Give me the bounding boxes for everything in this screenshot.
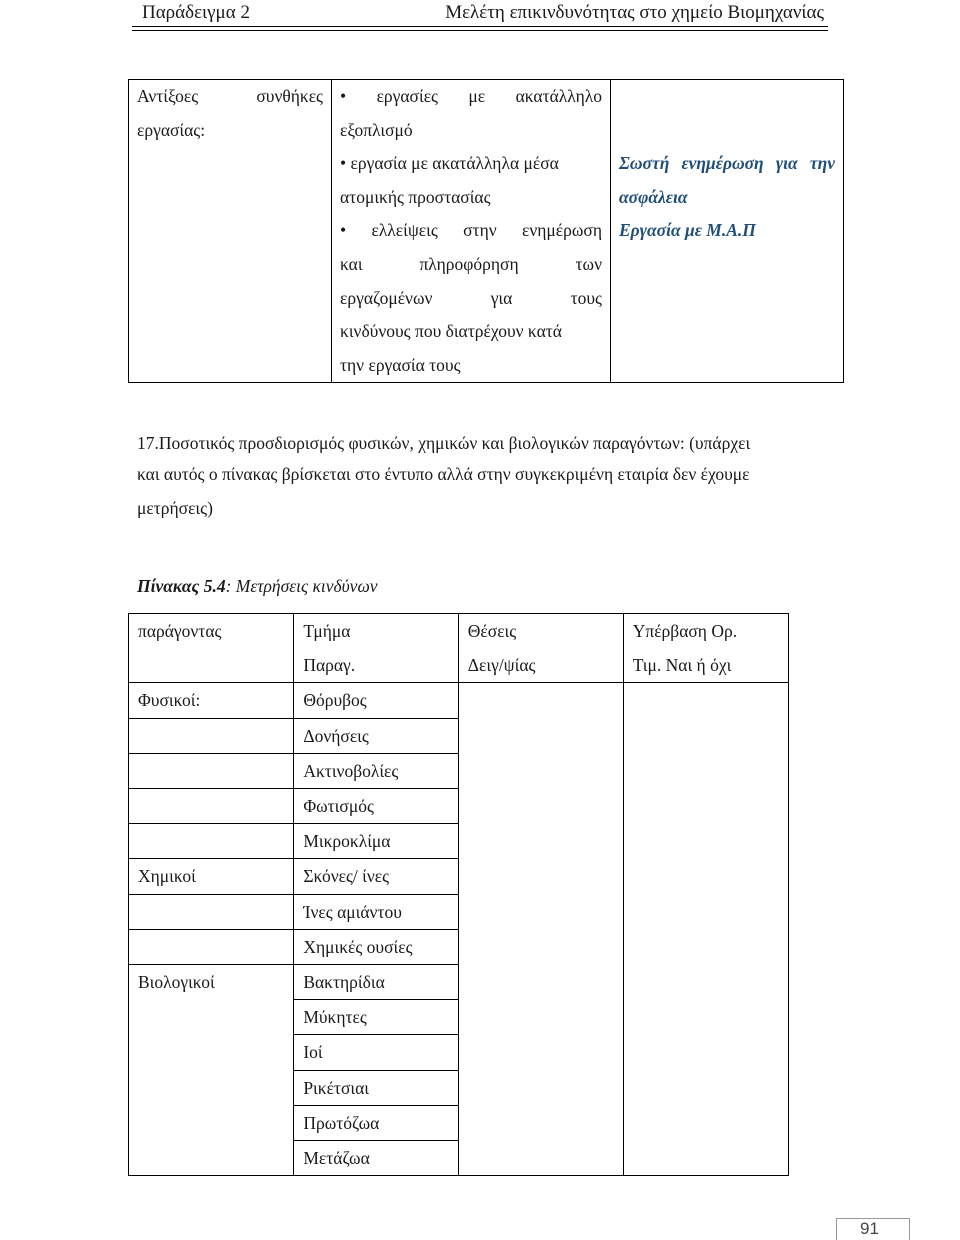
item-cell: Ιοί	[294, 1035, 458, 1070]
word: εργασίες	[376, 86, 438, 106]
bullet-line	[340, 282, 602, 316]
conditions-label-cell	[129, 80, 332, 383]
empty-cell	[623, 824, 788, 859]
bullet-line: κινδύνους που διατρέχουν κατά	[340, 321, 562, 342]
group-cell: Χημικοί	[129, 859, 294, 894]
empty-cell	[623, 1105, 788, 1140]
word: πληροφόρηση	[419, 253, 519, 274]
empty-cell	[458, 1105, 623, 1140]
label-word: συνθήκες	[256, 86, 323, 106]
empty-cell	[623, 1070, 788, 1105]
measure-line: Εργασία με Μ.Α.Π	[619, 220, 756, 241]
empty-cell	[458, 753, 623, 788]
item-cell: Χημικές ουσίες	[294, 929, 458, 964]
bullet-line	[340, 248, 602, 282]
word: των	[575, 253, 602, 274]
empty-cell	[623, 965, 788, 1000]
empty-cell	[458, 1070, 623, 1105]
empty-cell	[129, 753, 294, 788]
item-cell: Δονήσεις	[294, 718, 458, 753]
header-rule-2	[132, 30, 828, 31]
empty-cell	[458, 894, 623, 929]
word: και	[340, 253, 363, 274]
bullet-line: εξοπλισμό	[340, 119, 413, 140]
bullet-icon: •	[340, 86, 347, 106]
empty-cell	[129, 648, 294, 683]
empty-cell	[458, 718, 623, 753]
measure-line: ασφάλεια	[619, 186, 688, 207]
word: εργασία με ακατάλληλα μέσα	[350, 153, 559, 174]
label-line: εργασίας:	[137, 119, 206, 140]
group-cell: Φυσικοί:	[129, 683, 294, 718]
header-cell: Θέσεις	[458, 614, 623, 649]
header-cell: Υπέρβαση Ορ.	[623, 614, 788, 649]
header-rule	[132, 26, 828, 27]
header-cell: παράγοντας	[129, 614, 294, 649]
page-number: 91	[860, 1219, 879, 1238]
word: με	[468, 86, 486, 106]
paragraph-line: 17.Ποσοτικός προσδιορισμός φυσικών, χημικών και βιολογικών παραγόντων: (υπάρχει	[137, 433, 751, 453]
empty-cell	[458, 929, 623, 964]
header-cell: Παραγ.	[294, 648, 458, 683]
bullet-line: ατομικής προστασίας	[340, 186, 491, 207]
empty-cell	[129, 1035, 294, 1070]
empty-cell	[458, 1035, 623, 1070]
empty-cell	[458, 859, 623, 894]
empty-cell	[623, 1000, 788, 1035]
word: εργαζομένων	[340, 287, 433, 308]
paragraph-line: και αυτός ο πίνακας βρίσκεται στο έντυπο αλλά στην συγκεκριμένη εταιρία δεν έχουμε	[137, 464, 750, 484]
bullet-line	[340, 214, 602, 248]
measures-cell	[611, 80, 844, 383]
measurements-table	[128, 613, 789, 1176]
word: στην	[463, 220, 497, 241]
empty-cell	[623, 859, 788, 894]
word: : Μετρήσεις κινδύνων	[225, 576, 378, 596]
header-cell: Δειγ/ψίας	[458, 648, 623, 683]
header-cell: Τιμ. Ναι ή όχι	[623, 648, 788, 683]
bullet-line	[340, 147, 602, 181]
empty-cell	[458, 965, 623, 1000]
empty-cell	[129, 894, 294, 929]
empty-cell	[129, 929, 294, 964]
empty-cell	[623, 683, 788, 718]
table-caption: Πίνακας 5.4: Μετρήσεις κινδύνων	[137, 576, 378, 596]
item-cell: Ίνες αμιάντου	[294, 894, 458, 929]
bullet-line: την εργασία τους	[340, 354, 461, 375]
empty-cell	[458, 824, 623, 859]
word: Σωστή	[619, 153, 670, 173]
bullet-icon: •	[340, 220, 347, 241]
empty-cell	[129, 1105, 294, 1140]
empty-cell	[129, 1141, 294, 1176]
label-word: Αντίξοες	[137, 86, 199, 106]
word: την	[809, 153, 835, 173]
item-cell: Σκόνες/ ίνες	[294, 859, 458, 894]
empty-cell	[623, 753, 788, 788]
word: για	[490, 287, 513, 308]
header-chapter: Παράδειγμα 2	[142, 2, 250, 23]
item-cell: Πρωτόζωα	[294, 1105, 458, 1140]
item-cell: Μύκητες	[294, 1000, 458, 1035]
empty-cell	[129, 1000, 294, 1035]
empty-cell	[623, 718, 788, 753]
empty-cell	[623, 1141, 788, 1176]
item-cell: Μετάζωα	[294, 1141, 458, 1176]
conditions-list-cell	[332, 80, 611, 383]
item-cell: Βακτηρίδια	[294, 965, 458, 1000]
word: ενημέρωση	[521, 220, 602, 241]
item-cell: Φωτισμός	[294, 789, 458, 824]
empty-cell	[623, 894, 788, 929]
bullet-line	[340, 80, 602, 114]
word: ακατάλληλο	[515, 86, 602, 106]
word: για	[775, 153, 798, 173]
empty-cell	[129, 718, 294, 753]
empty-cell	[458, 683, 623, 718]
empty-cell	[129, 824, 294, 859]
item-cell: Θόρυβος	[294, 683, 458, 718]
empty-cell	[623, 1035, 788, 1070]
empty-cell	[129, 1070, 294, 1105]
empty-cell	[458, 789, 623, 824]
empty-cell	[129, 789, 294, 824]
paragraph-line: μετρήσεις)	[137, 498, 213, 518]
measure-line	[619, 147, 835, 181]
bullet-icon: •	[340, 153, 351, 174]
empty-cell	[458, 1000, 623, 1035]
empty-cell	[458, 1141, 623, 1176]
word: ενημέρωση	[681, 153, 764, 173]
item-cell: Ακτινοβολίες	[294, 753, 458, 788]
word: ελλείψεις	[371, 220, 438, 241]
header-title: Μελέτη επικινδυνότητας στο χημείο Βιομηχανίας	[445, 2, 824, 23]
word: τους	[570, 287, 602, 308]
hazard-table	[128, 79, 844, 383]
header-cell: Τμήμα	[294, 614, 458, 649]
item-cell: Ρικέτσιαι	[294, 1070, 458, 1105]
group-cell: Βιολογικοί	[129, 965, 294, 1000]
item-cell: Μικροκλίμα	[294, 824, 458, 859]
empty-cell	[623, 929, 788, 964]
empty-cell	[623, 789, 788, 824]
